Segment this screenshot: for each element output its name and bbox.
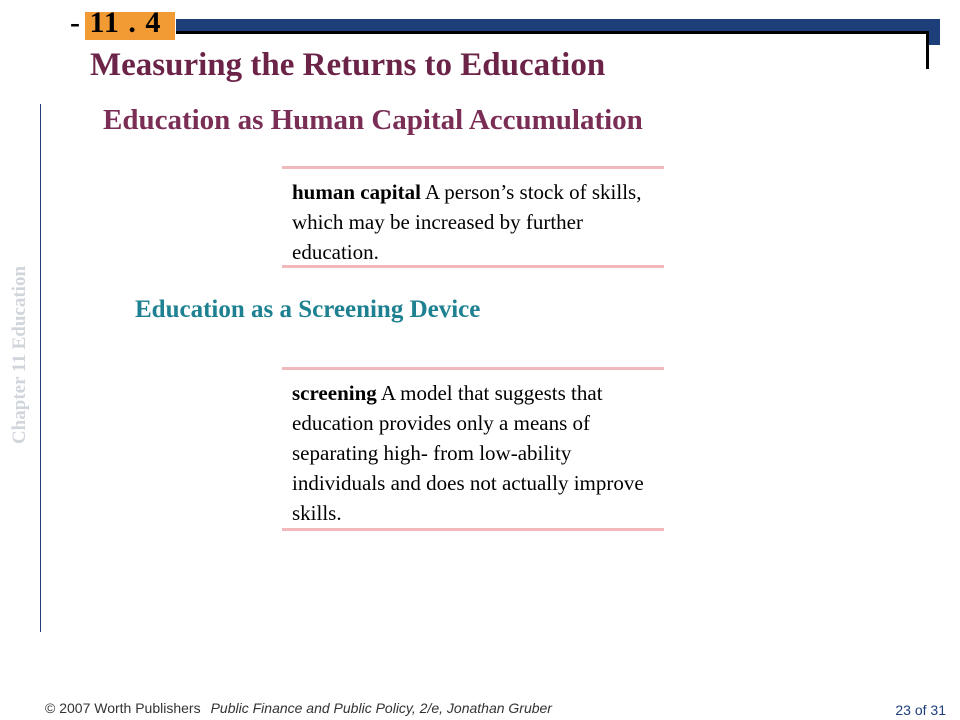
title-rule-corner — [926, 31, 929, 69]
section-number: - 11 . 4 — [70, 6, 162, 39]
definition-term: screening — [292, 381, 377, 405]
definition-box-screening — [282, 367, 664, 531]
definition-text — [292, 177, 654, 267]
footer-book-title: Public Finance and Public Policy, 2/e, Jonathan Gruber — [210, 700, 552, 716]
section-heading-human-capital: Education as Human Capital Accumulation — [103, 104, 643, 136]
footer-publisher: © 2007 Worth Publishers — [45, 700, 201, 716]
title-rule — [176, 31, 928, 34]
definition-body: A person’s stock of skills, which may be increased by further education. — [292, 180, 642, 264]
header-accent-bar-end — [928, 19, 940, 45]
section-heading-screening: Education as a Screening Device — [135, 296, 481, 323]
footer-credits — [45, 700, 552, 716]
definition-term: human capital — [292, 180, 421, 204]
definition-box-human-capital — [282, 166, 664, 268]
side-divider — [40, 104, 41, 632]
page-number: 23 of 31 — [895, 702, 946, 718]
definition-body: A model that suggests that education provides only a means of separating high- from low-ability individuals and does not actually improve skills. — [292, 381, 644, 525]
slide-title: Measuring the Returns to Education — [90, 47, 606, 83]
definition-text — [292, 378, 654, 528]
header-accent-bar — [176, 19, 940, 31]
